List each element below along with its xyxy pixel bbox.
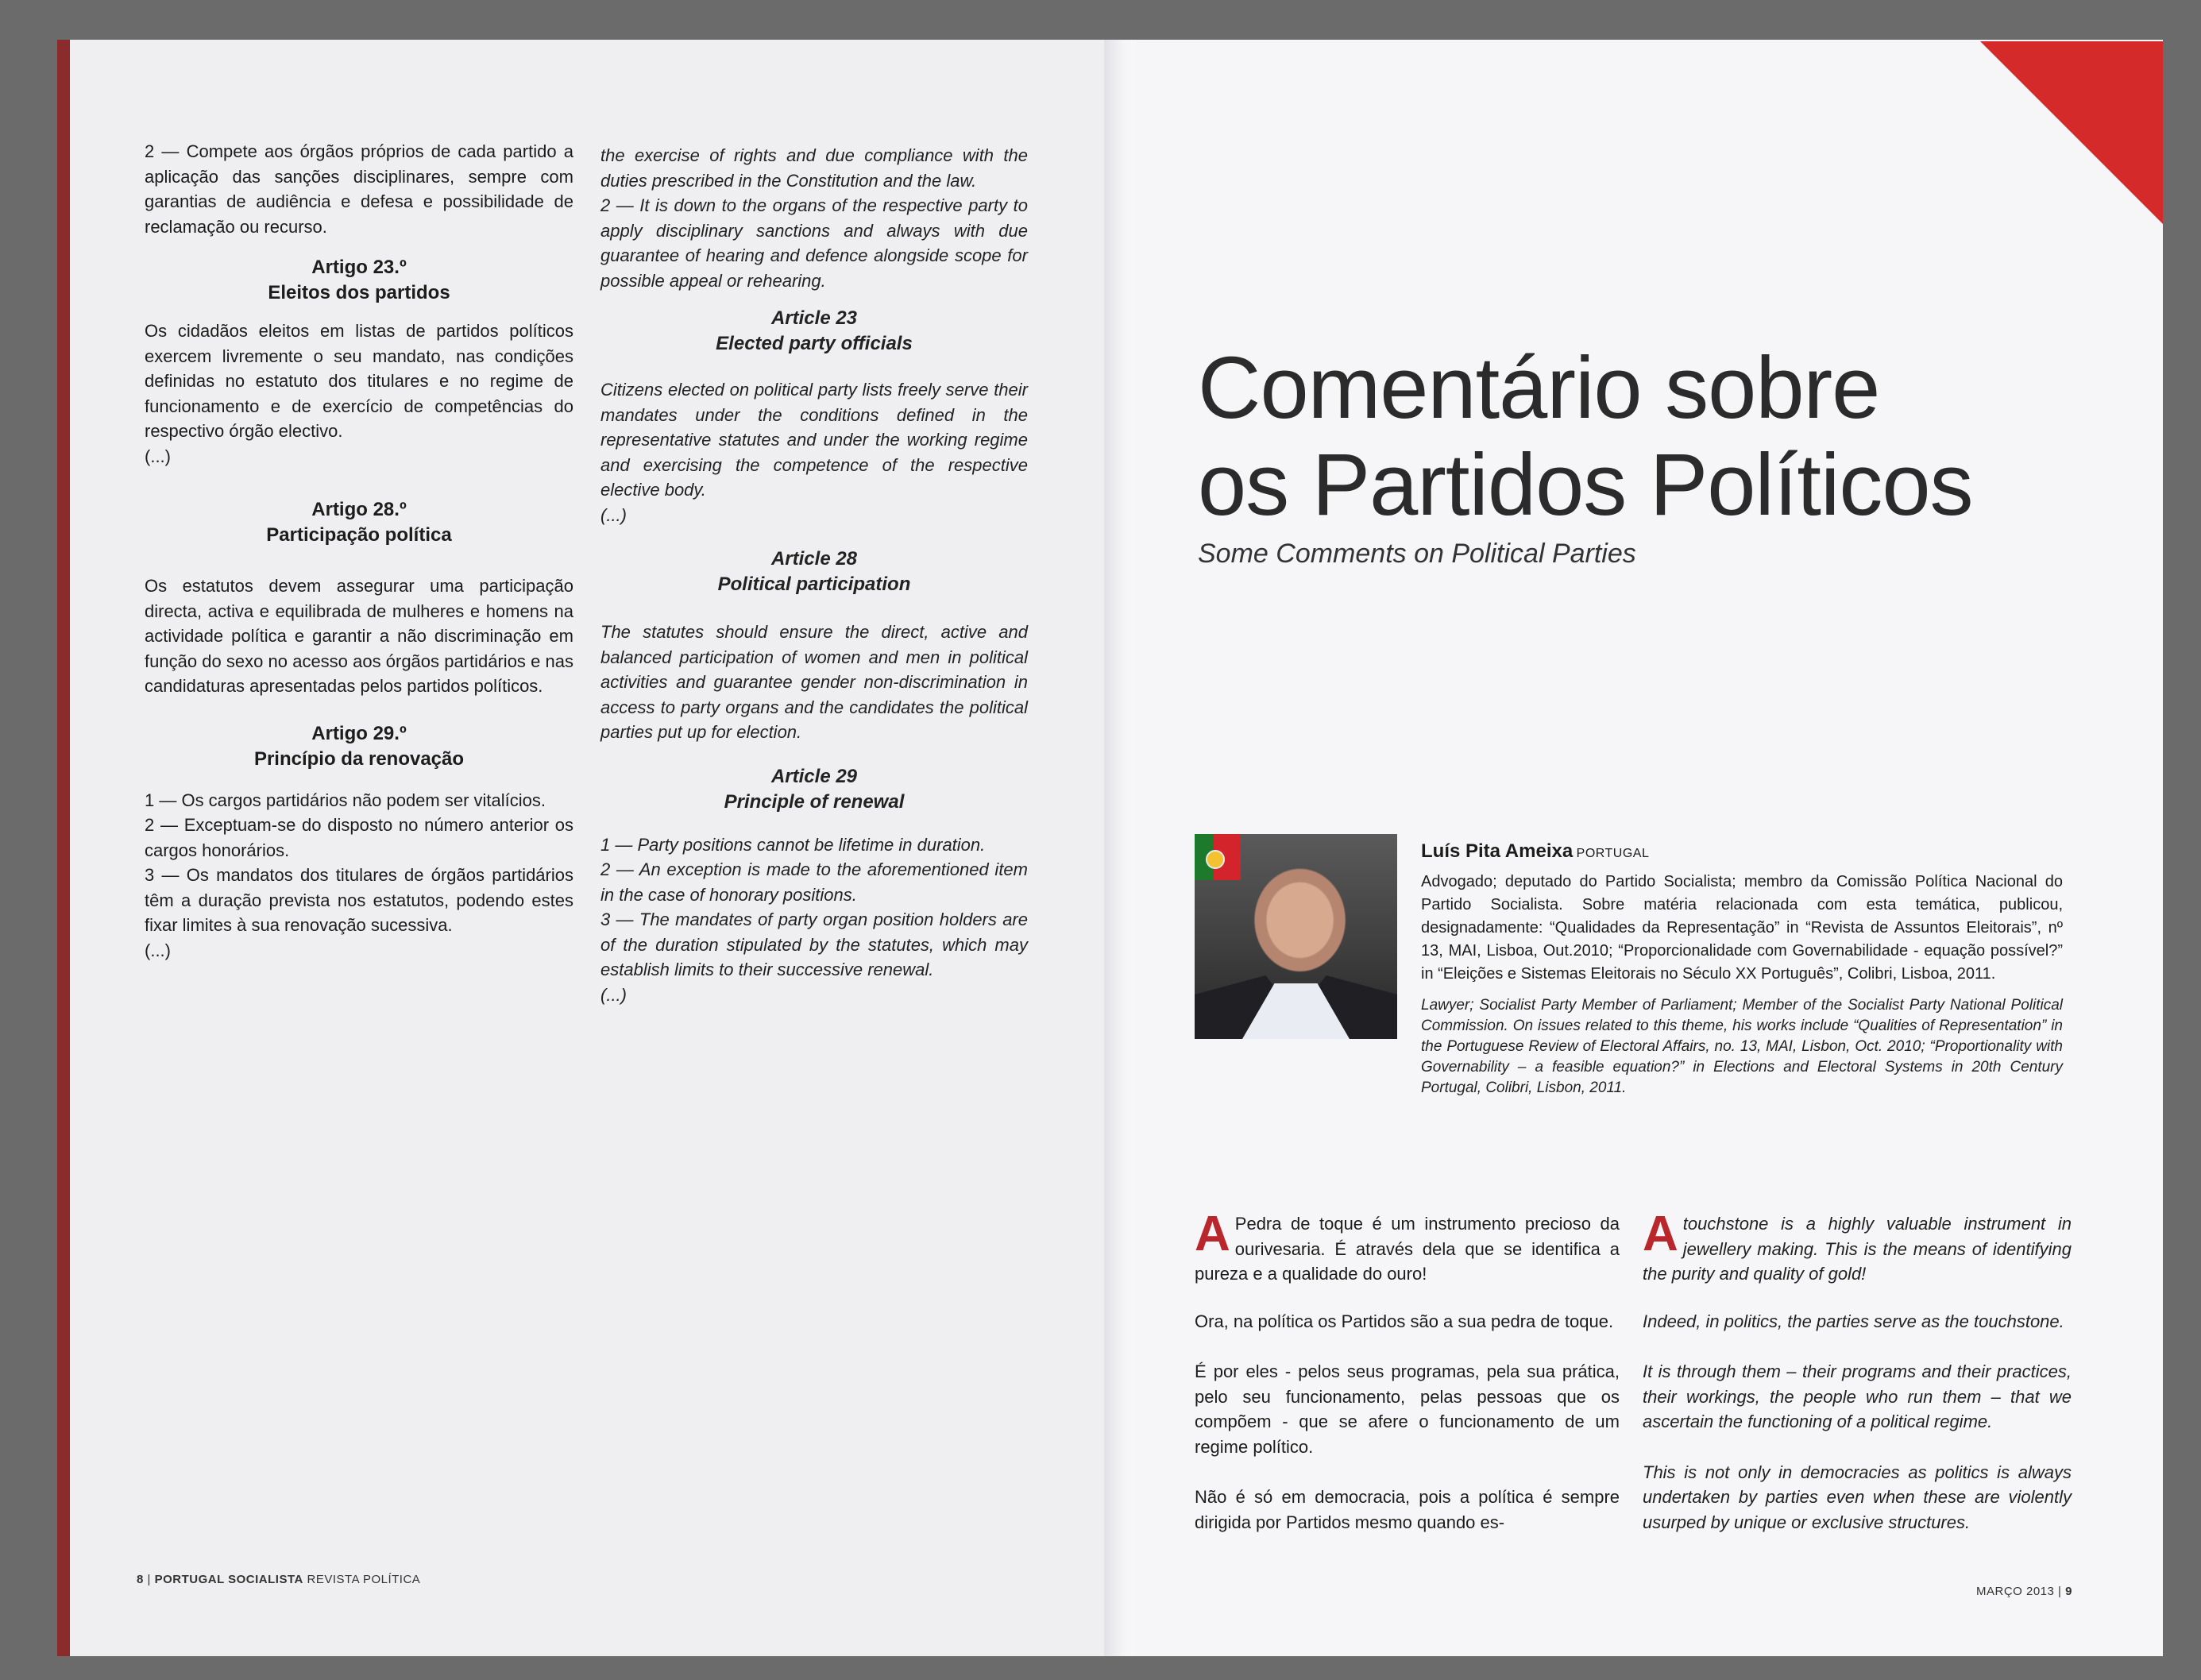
- ellipsis-en: (...): [600, 504, 627, 525]
- body-english: [1643, 1207, 2072, 1535]
- paragraph-intro-en-2: 2 — It is down to the organs of the respective party to apply disciplinary sanctions and always with due guarantee of hearing and defence alongside scope for possible appeal or rehearing.: [600, 195, 1028, 291]
- body-pt-paragraph-3: É por eles - pelos seus programas, pela sua prática, pelo seu funcionamento, pelas pessoas que os compõem - que se afere o funcionamento de um regime político.: [1195, 1361, 1620, 1457]
- author-bio-pt: Advogado; deputado do Partido Socialista; membro da Comissão Política Nacional do Partido Socialista. Sobre matéria relacionada com esta temática, publicou, designadamente: “Qualidades da Representação” in “Revista de Assuntos Eleitorais”, nº 13, MAI, Lisboa, Out.2010; “Proporcionalidade com Governabilidade - equação possível?” in “Eleições e Sistemas Eleitorais no Século XX Português”, Colibri, Lisboa, 2011.: [1421, 873, 2063, 983]
- article-29-title: Princípio da renovação: [253, 747, 465, 770]
- paragraph-intro-en-1: the exercise of rights and due compliance with the duties prescribed in the Constitution and the law.: [600, 145, 1028, 191]
- article-28-number-en: Article 28: [770, 548, 858, 570]
- dropcap-en: A: [1643, 1207, 1678, 1261]
- article-29-number-en: Article 29: [770, 765, 858, 787]
- footer-left: 8 | PORTUGAL SOCIALISTA REVISTA POLÍTICA: [137, 1573, 421, 1586]
- ellipsis: (...): [145, 446, 171, 466]
- body-en-paragraph-2: Indeed, in politics, the parties serve as the touchstone.: [1643, 1311, 2064, 1331]
- article-29-item-3-en: 3 — The mandates of party organ position holders are of the duration stipulated by the statutes, which may establish limits to their successive renewal.: [600, 910, 1028, 979]
- body-pt-paragraph-1: A Pedra de toque é um instrumento precioso da ourivesaria. É através dela que se identifica a pureza e a qualidade do ouro!: [1195, 1207, 1620, 1284]
- article-29-item-2: 2 — Exceptuam-se do disposto no número anterior os cargos honorários.: [145, 815, 573, 860]
- article-28-title: Participação política: [266, 524, 452, 546]
- article-28-title-en: Political participation: [717, 574, 911, 595]
- spine: [1104, 40, 1136, 1656]
- article-28-body-en: The statutes should ensure the direct, active and balanced participation of women and men in political activities and guarantee gender non-discrimination in access to party organs and the candidates the political parties put up for election.: [600, 622, 1028, 742]
- article-23-number-en: Article 23: [770, 307, 858, 329]
- article-23-body-en: Citizens elected on political party lists freely serve their mandates under the conditions defined in the representative statutes and under the working regime and exercising the competence of the respective elective body.: [600, 380, 1028, 500]
- footer-right: MARÇO 2013 | 9: [1976, 1585, 2072, 1598]
- author-box: [1421, 840, 2063, 1099]
- article-29-title-en: Principle of renewal: [724, 790, 905, 813]
- body-pt-paragraph-2: Ora, na política os Partidos são a sua pedra de toque.: [1195, 1311, 1614, 1331]
- body-en-paragraph-3: It is through them – their programs and their practices, their workings, the people who run them – that we ascertain the functioning of a political regime.: [1643, 1361, 2072, 1431]
- article-subtitle: Some Comments on Political Parties: [1198, 539, 1636, 569]
- page-edge: [57, 40, 70, 1656]
- article-23-title: Eleitos dos partidos: [268, 282, 450, 303]
- article-29-number: Artigo 29.º: [311, 722, 407, 744]
- dropcap-pt: A: [1195, 1207, 1230, 1261]
- article-23-body: Os cidadãos eleitos em listas de partidos políticos exercem livremente o seu mandato, nas condições definidas no estatuto dos titulares e no regime de funcionamento e de exercício de competências do respectivo órgão electivo.: [145, 321, 573, 441]
- ellipsis-en: (...): [600, 984, 627, 1005]
- body-portuguese: [1195, 1207, 1620, 1535]
- body-en-paragraph-4: This is not only in democracies as politics is always undertaken by parties even when these are violently usurped by unique or exclusive structures.: [1643, 1462, 2072, 1532]
- article-28-number: Artigo 28.º: [311, 499, 407, 520]
- author-country: PORTUGAL: [1576, 847, 1650, 860]
- article-23-number: Artigo 23.º: [311, 257, 407, 278]
- title-line-1: Comentário sobre: [1198, 339, 1880, 437]
- ellipsis: (...): [145, 940, 171, 960]
- article-29-item-2-en: 2 — An exception is made to the aforementioned item in the case of honorary positions.: [600, 859, 1028, 905]
- title-line-2: os Partidos Políticos: [1198, 436, 1973, 534]
- article-title: [1198, 340, 1973, 534]
- author-name: Luís Pita Ameixa: [1421, 840, 1574, 862]
- footer-page-number-right: 9: [2065, 1585, 2072, 1598]
- article-28-body: Os estatutos devem assegurar uma participação directa, activa e equilibrada de mulheres e homens na actividade política e garantir a não discriminação em função do sexo no acesso aos órgãos partidários e nas candidaturas apresentadas pelos partidos políticos.: [145, 576, 573, 696]
- footer-publication: PORTUGAL SOCIALISTA: [154, 1573, 303, 1586]
- corner-accent: [1980, 41, 2163, 224]
- column-english: [600, 143, 1028, 1007]
- article-29-item-3: 3 — Os mandatos dos titulares de órgãos partidários têm a duração prevista nos estatutos, podendo estes fixar limites à sua renovação sucessiva.: [145, 865, 573, 935]
- footer-page-number: 8: [137, 1573, 144, 1586]
- paragraph-intro-pt: 2 — Compete aos órgãos próprios de cada partido a aplicação das sanções disciplinares, sempre com garantias de audiência e defesa e possibilidade de reclamação ou recurso.: [145, 141, 573, 237]
- body-en-paragraph-1: Atouchstone is a highly valuable instrument in jewellery making. This is the means of identifying the purity and quality of gold!: [1643, 1207, 2072, 1284]
- author-bio-en: Lawyer; Socialist Party Member of Parliament; Member of the Socialist Party National Political Commission. On issues related to this theme, his works include “Qualities of Representation” in the Portuguese Review of Electoral Affairs, no. 13, MAI, Lisbon, Oct. 2010; “Proportionality with Governability – a feasible equation?” in Elections and Electoral Systems in 20th Century Portugal, Colibri, Lisbon, 2011.: [1421, 997, 2063, 1096]
- article-23-title-en: Elected party officials: [716, 333, 913, 354]
- footer-date: MARÇO 2013: [1976, 1585, 2055, 1598]
- article-29-item-1-en: 1 — Party positions cannot be lifetime in duration.: [600, 834, 986, 855]
- footer-section: REVISTA POLÍTICA: [307, 1573, 421, 1586]
- portugal-flag-icon: [1195, 834, 1241, 880]
- column-portuguese: [145, 139, 573, 963]
- body-pt-paragraph-4: Não é só em democracia, pois a política é sempre dirigida por Partidos mesmo quando es-: [1195, 1487, 1620, 1532]
- article-29-item-1: 1 — Os cargos partidários não podem ser vitalícios.: [145, 790, 546, 810]
